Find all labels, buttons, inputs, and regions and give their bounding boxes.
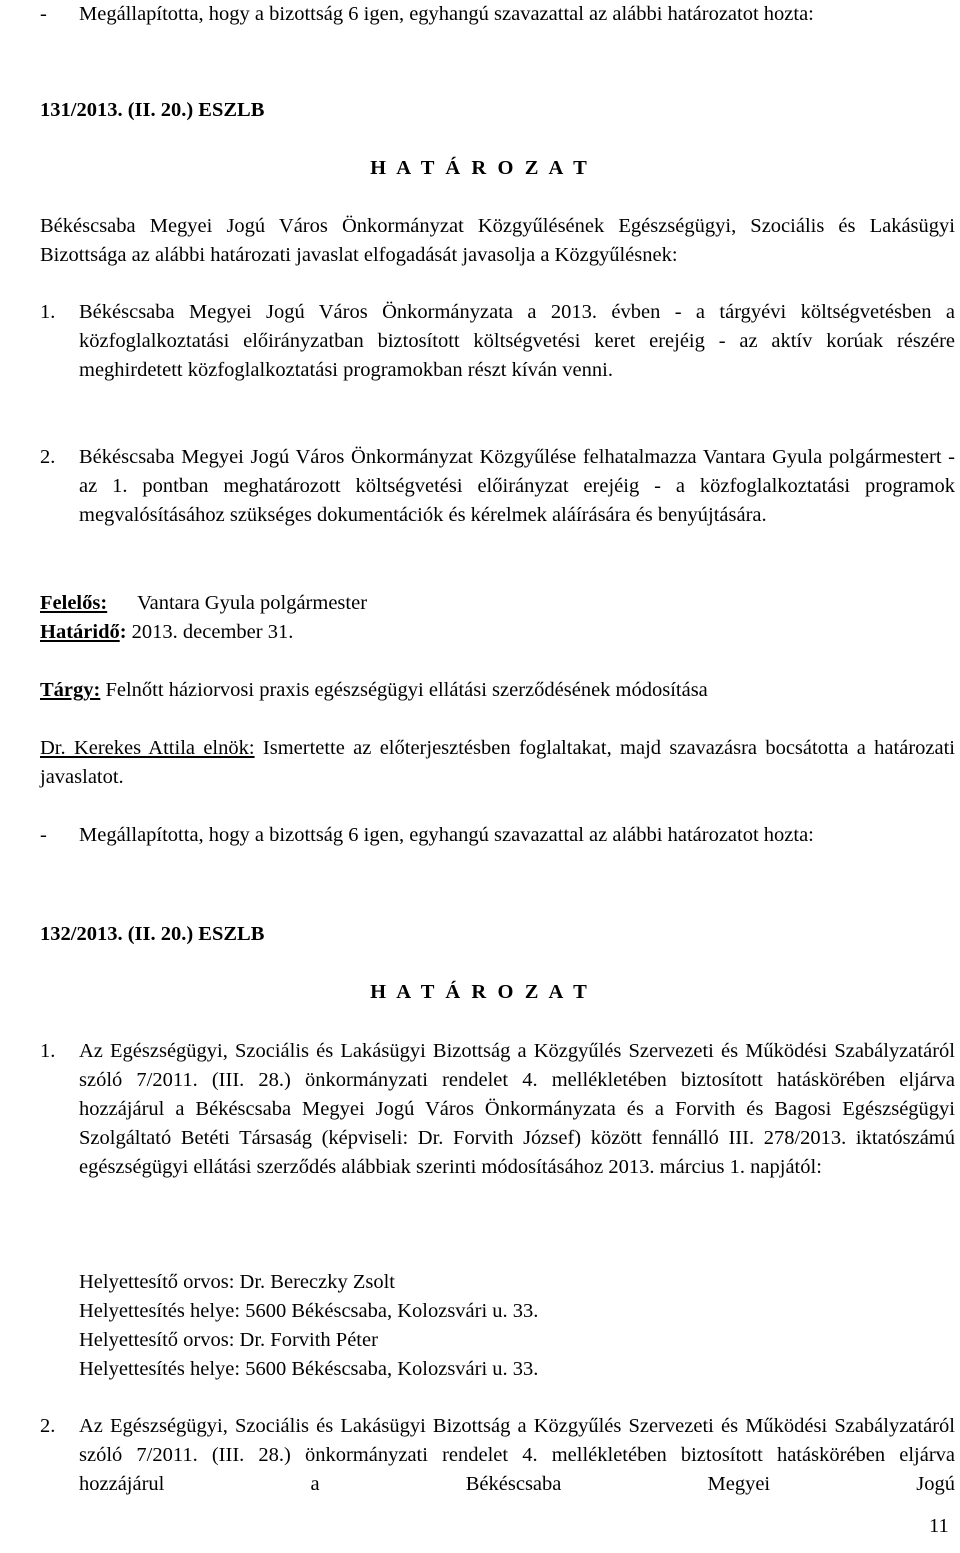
resolution-2-item-1 xyxy=(40,1037,955,1182)
dash-marker: - xyxy=(40,824,47,846)
resolution-1-item-1 xyxy=(40,298,955,385)
resolution-heading-2: H A T Á R O Z A T xyxy=(370,981,590,1003)
dash-marker: - xyxy=(40,3,47,25)
resolution-2-item-2 xyxy=(40,1412,955,1499)
responsible-label: Felelős: xyxy=(40,592,108,614)
deadline-value: 2013. december 31. xyxy=(126,621,294,643)
finding-paragraph-1 xyxy=(40,0,955,29)
finding-paragraph-2 xyxy=(40,821,955,850)
substitute-doctor-1: Helyettesítő orvos: Dr. Bereczky Zsolt xyxy=(79,1271,395,1293)
item-text: Békéscsaba Megyei Jogú Város Önkormányzat Közgyűlése felhatalmazza Vantara Gyula polgármestert - az 1. pontban meghatározott költségvetési előirányzat erejéig - a közfoglalkoztatási programok megvalósításához szükséges dokumentációk és kérelmek aláírására és benyújtására. xyxy=(79,446,955,526)
finding-text: Megállapította, hogy a bizottság 6 igen, egyhangú szavazattal az alábbi határozatot hozta: xyxy=(79,824,814,846)
deadline-line xyxy=(40,618,955,647)
chair-text: Ismertette az előterjesztésben foglaltakat, majd szavazásra bocsátotta a határozati javaslatot. xyxy=(40,737,955,788)
subject-label: Tárgy: xyxy=(40,679,101,701)
deadline-colon: : xyxy=(119,621,127,643)
item-number: 1. xyxy=(40,301,56,323)
chair-statement xyxy=(40,734,955,792)
responsible-line xyxy=(40,589,955,618)
page-number: 11 xyxy=(929,1515,949,1537)
resolution-intro: Békéscsaba Megyei Jogú Város Önkormányzat Közgyűlésének Egészségügyi, Szociális és Lakásügyi Bizottsága az alábbi határozati javaslat elfogadását javasolja a Közgyűlésnek: xyxy=(40,215,955,266)
item-text: Az Egészségügyi, Szociális és Lakásügyi Bizottság a Közgyűlés Szervezeti és Működési Szabályzatáról szóló 7/2011. (III. 28.) önkormányzati rendelet 4. mellékletében biztosított hatáskörében eljárva hozzájárul a Békéscsaba Megyei Jogú Város Önkormányzata és a Forvith és Bagosi Egészségügyi Szolgáltató Betéti Társaság (képviseli: Dr. Forvith József) között fennálló III. 278/2013. iktatószámú egészségügyi ellátási szerződés alábbiak szerinti módosításához 2013. március 1. napjától: xyxy=(79,1040,955,1178)
item-number: 2. xyxy=(40,446,56,468)
item-text: Az Egészségügyi, Szociális és Lakásügyi Bizottság a Közgyűlés Szervezeti és Működési Szabályzatáról szóló 7/2011. (III. 28.) önkormányzati rendelet 4. mellékletében biztosított hatáskörében eljárva hozzájárul a Békéscsaba Megyei Jogú xyxy=(79,1415,955,1495)
item-number: 1. xyxy=(40,1040,56,1062)
substitute-details xyxy=(40,1268,955,1384)
substitute-place-1: Helyettesítés helye: 5600 Békéscsaba, Kolozsvári u. 33. xyxy=(79,1300,539,1322)
chair-label: Dr. Kerekes Attila elnök: xyxy=(40,737,255,759)
resolution-1-item-2 xyxy=(40,443,955,530)
substitute-doctor-2: Helyettesítő orvos: Dr. Forvith Péter xyxy=(79,1329,378,1351)
resolution-number-132: 132/2013. (II. 20.) ESZLB xyxy=(40,923,265,945)
item-text: Békéscsaba Megyei Jogú Város Önkormányzata a 2013. évben - a tárgyévi költségvetésben a közfoglalkoztatási előirányzatban biztosított költségvetési keret erejéig - az aktív korúak részére meghirdetett közfoglalkoztatási programokban részt kíván venni. xyxy=(79,301,955,381)
finding-text: Megállapította, hogy a bizottság 6 igen, egyhangú szavazattal az alábbi határozatot hozta: xyxy=(79,3,814,25)
resolution-heading-1: H A T Á R O Z A T xyxy=(370,157,590,179)
responsible-value: Vantara Gyula polgármester xyxy=(137,592,368,614)
subject-line xyxy=(40,676,955,705)
deadline-label: Határidő xyxy=(40,621,120,643)
subject-text: Felnőtt háziorvosi praxis egészségügyi ellátási szerződésének módosítása xyxy=(100,679,708,701)
substitute-place-2: Helyettesítés helye: 5600 Békéscsaba, Kolozsvári u. 33. xyxy=(79,1358,539,1380)
item-number: 2. xyxy=(40,1415,56,1437)
resolution-number-131: 131/2013. (II. 20.) ESZLB xyxy=(40,99,265,121)
